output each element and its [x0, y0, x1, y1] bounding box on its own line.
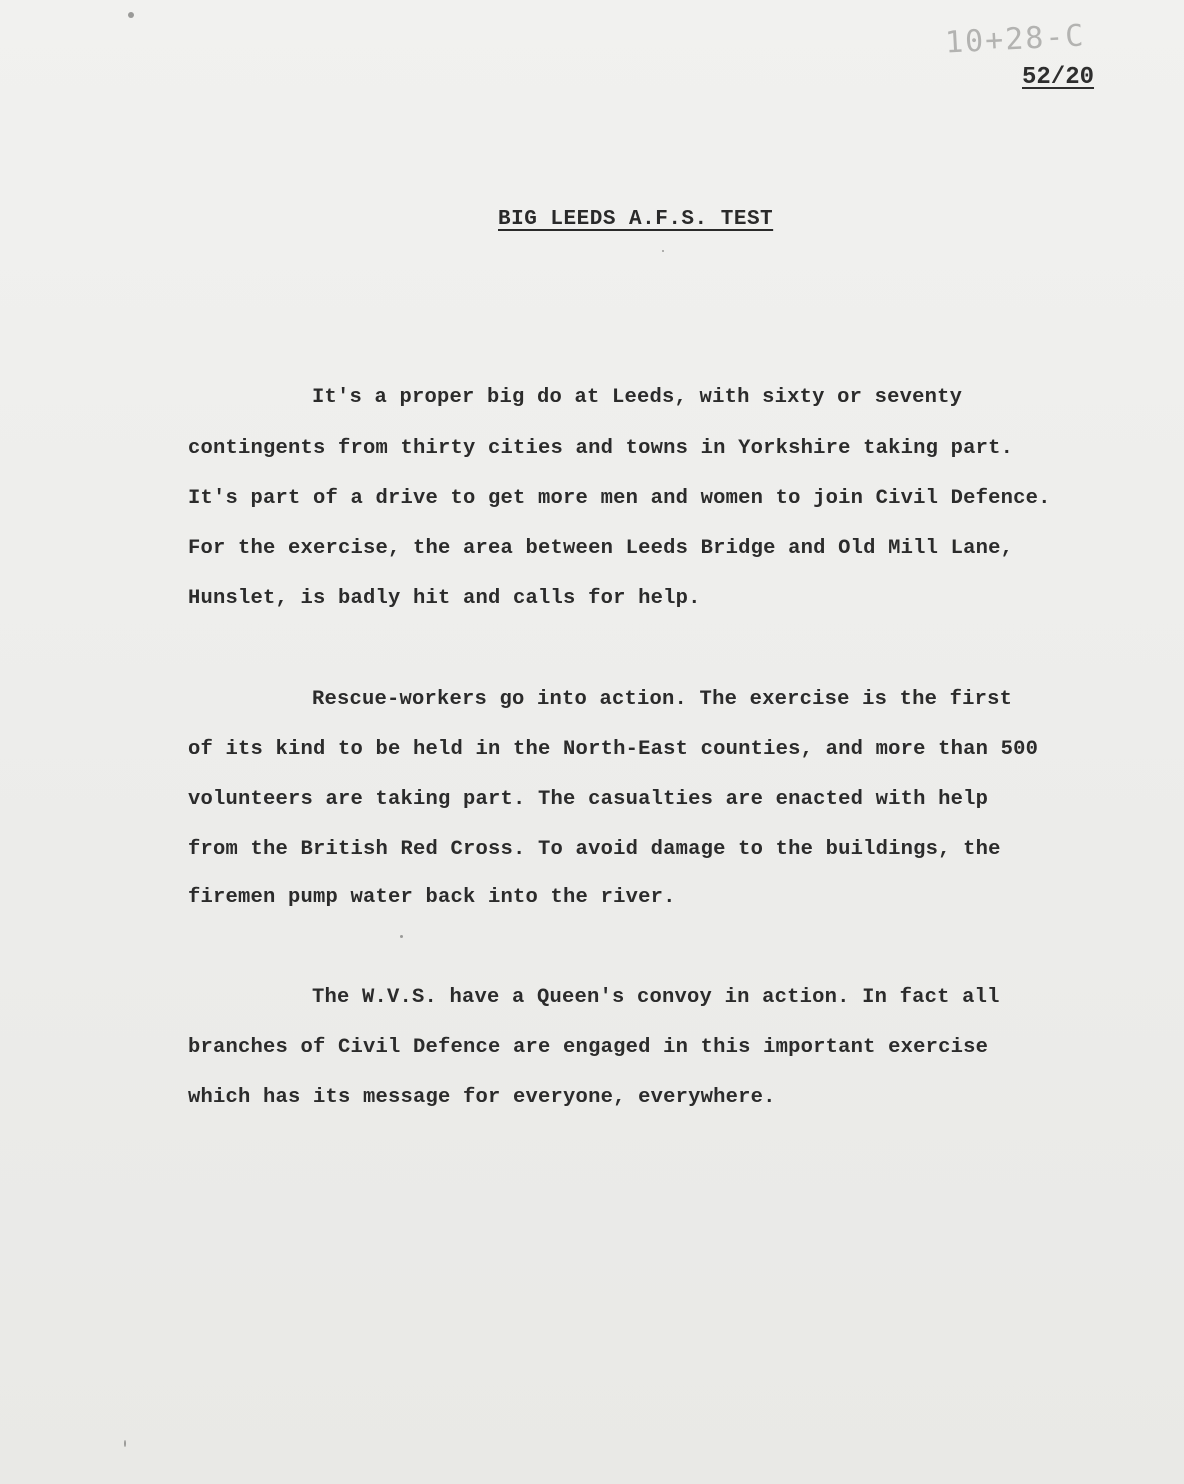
page-number: 52/20 [1022, 64, 1095, 91]
text-line: contingents from thirty cities and towns in Yorkshire taking part. [188, 437, 1014, 460]
text-line: volunteers are taking part. The casualties are enacted with help [188, 788, 989, 811]
text-line: For the exercise, the area between Leeds Bridge and Old Mill Lane, [188, 537, 1014, 560]
text-line: which has its message for everyone, everywhere. [188, 1086, 776, 1109]
text-line: branches of Civil Defence are engaged in this important exercise [188, 1036, 989, 1059]
handwritten-reference: 10+28-C [944, 18, 1087, 61]
text-line: from the British Red Cross. To avoid damage to the buildings, the [188, 838, 1001, 861]
text-line: firemen pump water back into the river. [188, 886, 676, 909]
scan-speck [124, 1440, 126, 1447]
text-line: Hunslet, is badly hit and calls for help. [188, 587, 701, 610]
document-title: BIG LEEDS A.F.S. TEST [498, 208, 774, 231]
text-line: The W.V.S. have a Queen's convoy in action. In fact all [312, 986, 1000, 1009]
text-line: It's part of a drive to get more men and women to join Civil Defence. [188, 487, 1051, 510]
text-line: It's a proper big do at Leeds, with sixty or seventy [312, 386, 963, 409]
text-line: Rescue-workers go into action. The exercise is the first [312, 688, 1013, 711]
scan-speck [400, 935, 403, 938]
scan-speck [662, 250, 664, 252]
text-line: of its kind to be held in the North-East counties, and more than 500 [188, 738, 1039, 761]
scan-speck [128, 12, 134, 18]
